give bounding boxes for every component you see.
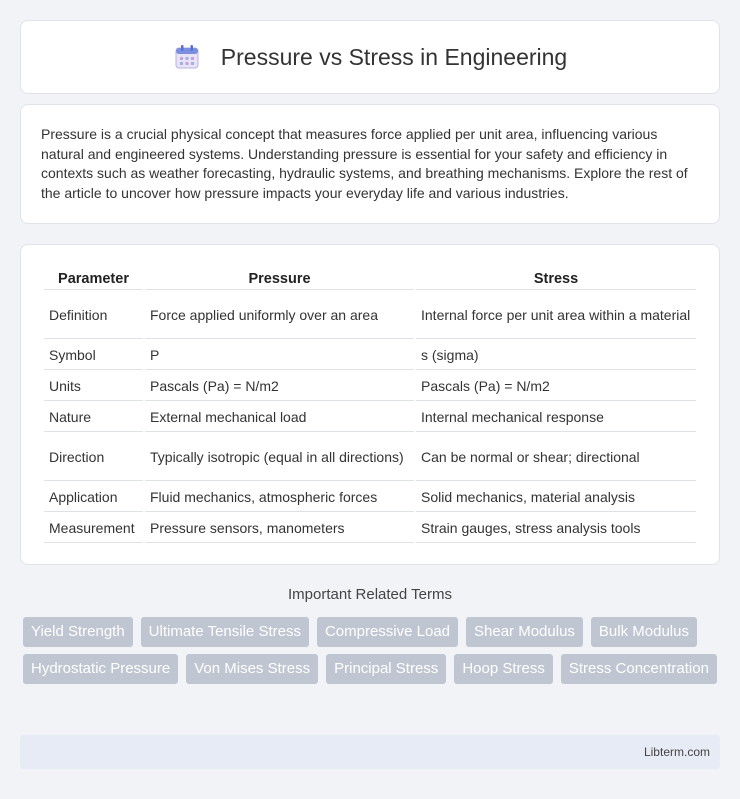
cell-stress: Pascals (Pa) = N/m2 [416, 372, 696, 401]
column-header-stress: Stress [416, 268, 696, 290]
intro-card [20, 104, 720, 224]
related-term-tag[interactable]: Principal Stress [326, 654, 446, 684]
table-row [44, 292, 696, 339]
header-card [20, 20, 720, 94]
table-row [44, 372, 696, 401]
related-term-tag[interactable]: Bulk Modulus [591, 617, 697, 647]
cell-stress: Strain gauges, stress analysis tools [416, 514, 696, 543]
cell-pressure: Pressure sensors, manometers [145, 514, 414, 543]
cell-stress: Internal mechanical response [416, 403, 696, 432]
table-row [44, 403, 696, 432]
footer [20, 735, 720, 769]
comparison-table-card [20, 244, 720, 565]
column-header-pressure: Pressure [145, 268, 414, 290]
comparison-table [42, 266, 698, 545]
table-row [44, 514, 696, 543]
related-term-tag[interactable]: Hydrostatic Pressure [23, 654, 178, 684]
related-term-tag[interactable]: Von Mises Stress [186, 654, 318, 684]
table-row [44, 434, 696, 481]
related-term-tag[interactable]: Yield Strength [23, 617, 133, 647]
cell-pressure: Typically isotropic (equal in all directions) [145, 434, 414, 481]
related-terms-tags [23, 617, 723, 684]
related-term-tag[interactable]: Hoop Stress [454, 654, 553, 684]
cell-pressure: Force applied uniformly over an area [145, 292, 414, 339]
cell-parameter: Symbol [44, 341, 143, 370]
page-title: Pressure vs Stress in Engineering [220, 43, 568, 70]
cell-parameter: Definition [44, 292, 143, 339]
table-row [44, 483, 696, 512]
cell-parameter: Nature [44, 403, 143, 432]
intro-paragraph: Pressure is a crucial physical concept that measures force applied per unit area, influencing various natural and engineered systems. Understanding pressure is essential for your safety and efficiency in contexts such as weather forecasting, hydraulic systems, and breathing mechanisms. Explore the rest of the article to uncover how pressure impacts your everyday life and various industries. [41, 126, 688, 201]
cell-pressure: Fluid mechanics, atmospheric forces [145, 483, 414, 512]
cell-stress: Solid mechanics, material analysis [416, 483, 696, 512]
cell-parameter: Units [44, 372, 143, 401]
related-term-tag[interactable]: Compressive Load [317, 617, 458, 647]
cell-parameter: Direction [44, 434, 143, 481]
cell-parameter: Measurement [44, 514, 143, 543]
cell-pressure: External mechanical load [145, 403, 414, 432]
related-term-tag[interactable]: Shear Modulus [466, 617, 583, 647]
cell-parameter: Application [44, 483, 143, 512]
related-term-tag[interactable]: Stress Concentration [561, 654, 717, 684]
cell-stress: Internal force per unit area within a material [416, 292, 696, 339]
footer-site-link[interactable]: Libterm.com [643, 745, 710, 759]
column-header-parameter: Parameter [44, 268, 143, 290]
table-row [44, 341, 696, 370]
related-terms-title: Important Related Terms [288, 586, 452, 603]
related-term-tag[interactable]: Ultimate Tensile Stress [141, 617, 309, 647]
table-header-row [44, 268, 696, 290]
cell-pressure: P [145, 341, 414, 370]
cell-stress: s (sigma) [416, 341, 696, 370]
cell-stress: Can be normal or shear; directional [416, 434, 696, 481]
calendar-icon [173, 43, 201, 71]
cell-pressure: Pascals (Pa) = N/m2 [145, 372, 414, 401]
